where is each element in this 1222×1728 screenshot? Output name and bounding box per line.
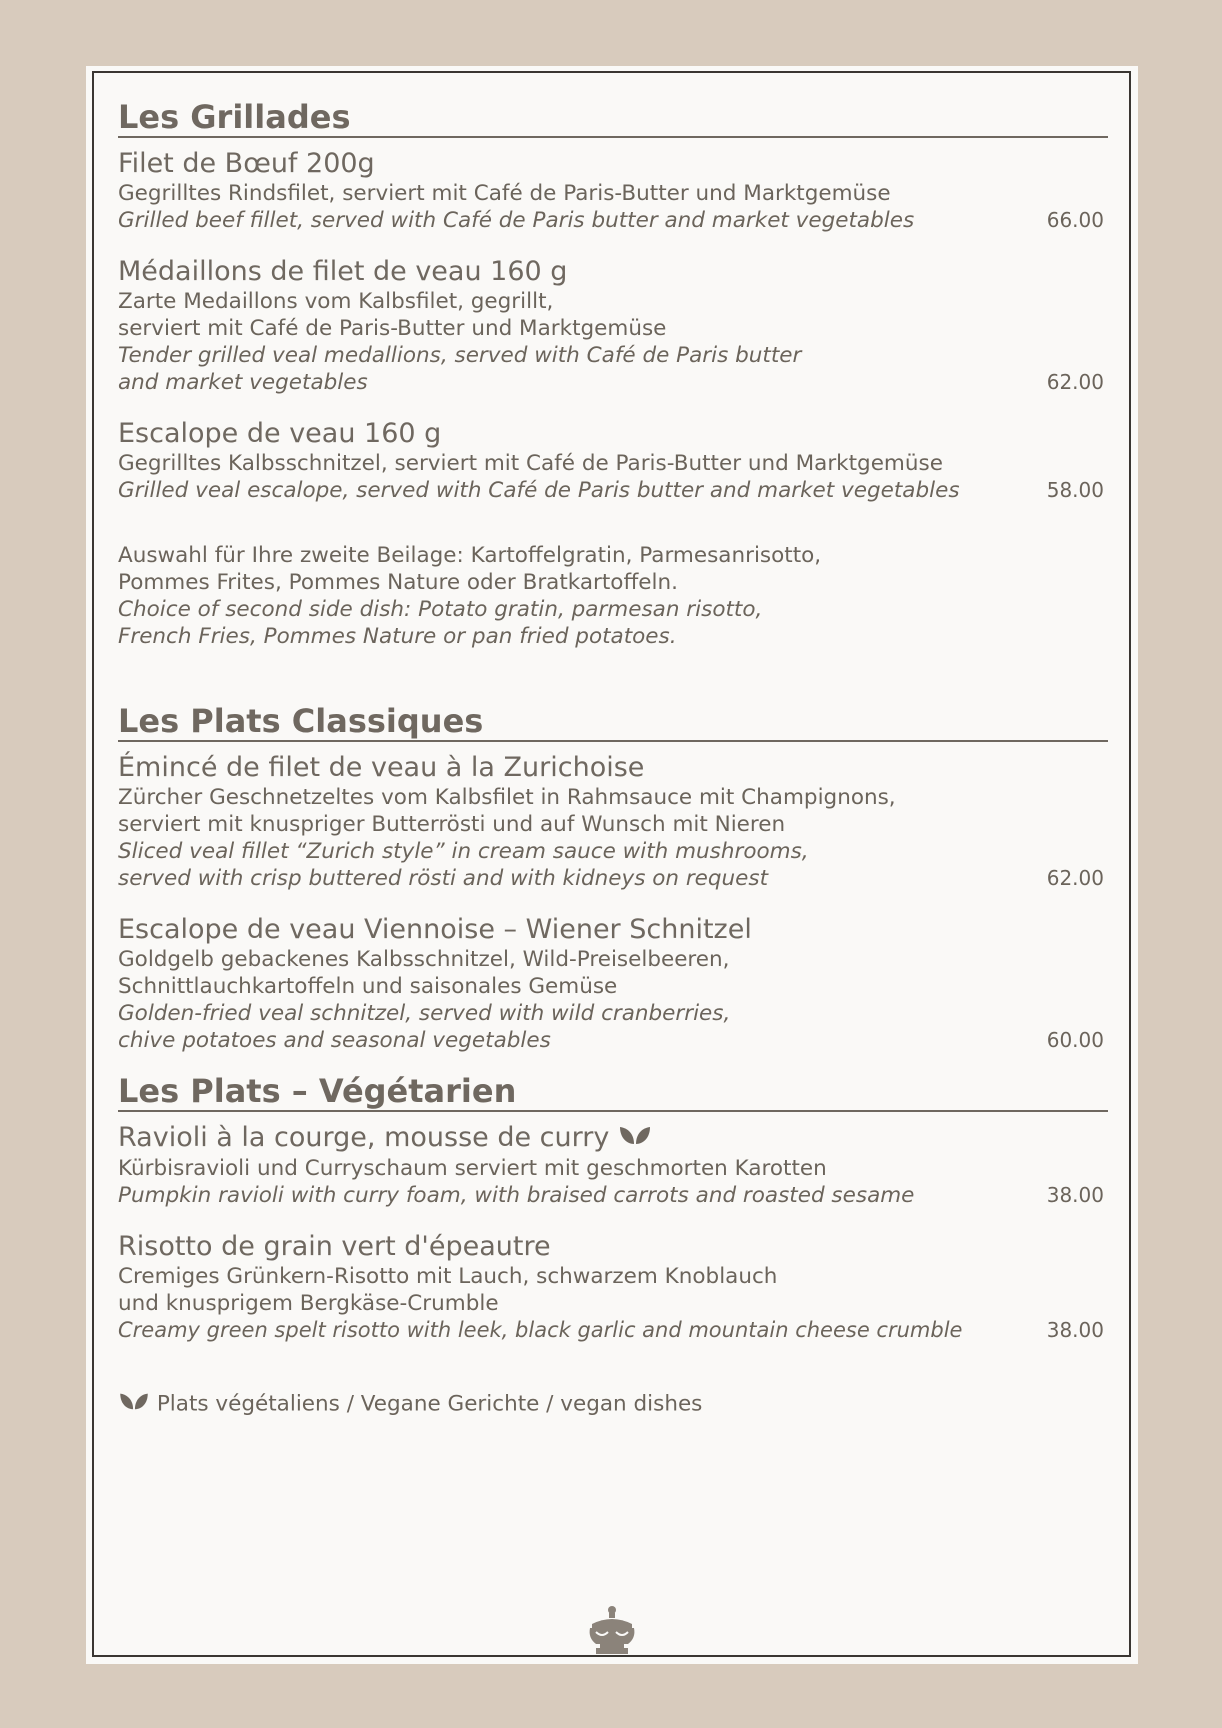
dish-name-row bbox=[118, 1122, 1108, 1155]
vegan-legend bbox=[118, 1390, 1108, 1419]
dish-description-en: Pumpkin ravioli with curry foam, with braised carrots and roasted sesame bbox=[118, 1182, 915, 1208]
leaf-icon bbox=[618, 1123, 652, 1155]
dish-description-de: serviert mit knuspriger Butterrösti und auf Wunsch mit Nieren bbox=[118, 812, 786, 837]
dish-name: Escalope de veau 160 g bbox=[118, 418, 442, 449]
dish-description-en: Grilled veal escalope, served with Café de Paris butter and market vegetables bbox=[118, 478, 960, 503]
dish-name: Filet de Bœuf 200g bbox=[118, 148, 375, 179]
dish-description-en: Creamy green spelt risotto with leek, black garlic and mountain cheese crumble bbox=[118, 1317, 963, 1342]
dish-description-en: Sliced veal fillet “Zurich style” in cream sauce with mushrooms, bbox=[118, 839, 809, 864]
dish-description-en: and market vegetables bbox=[118, 370, 368, 395]
menu-item bbox=[118, 1122, 1108, 1209]
dish-name: Émincé de filet de veau à la Zurichoise bbox=[118, 752, 645, 783]
dish-description-de: Kürbisravioli und Curryschaum serviert mit geschmorten Karotten bbox=[118, 1155, 827, 1181]
dish-description-de: Gegrilltes Rindsfilet, serviert mit Café de Paris-Butter und Marktgemüse bbox=[118, 181, 891, 206]
side-note-en: Choice of second side dish: Potato gratin, parmesan risotto, bbox=[118, 597, 763, 622]
dish-price: 58.00 bbox=[1046, 478, 1104, 502]
dish-price: 38.00 bbox=[1046, 1182, 1104, 1207]
menu-item bbox=[118, 148, 1108, 234]
dish-price: 62.00 bbox=[1046, 370, 1104, 394]
side-dish-note bbox=[118, 542, 1108, 650]
dish-description-de: Zürcher Geschnetzeltes vom Kalbsfilet in Rahmsauce mit Champignons, bbox=[118, 785, 896, 810]
dish-name: Médaillons de filet de veau 160 g bbox=[118, 256, 568, 287]
section-title-plats-vegetarien: Les Plats – Végétarien bbox=[118, 1072, 1108, 1112]
dish-description-en: Tender grilled veal medallions, served with Café de Paris butter bbox=[118, 343, 802, 368]
section-title-plats-classiques: Les Plats Classiques bbox=[118, 702, 1108, 742]
dish-name: Risotto de grain vert d'épeautre bbox=[118, 1230, 551, 1262]
dish-price: 60.00 bbox=[1046, 1028, 1104, 1052]
crest-logo-icon bbox=[582, 1604, 642, 1656]
dish-description-en: served with crisp buttered rösti and with kidneys on request bbox=[118, 866, 769, 891]
dish-description-de: Goldgelb gebackenes Kalbsschnitzel, Wild-Preiselbeeren, bbox=[118, 947, 730, 972]
dish-description-de: Zarte Medaillons vom Kalbsfilet, gegrillt, bbox=[118, 289, 554, 314]
menu-item bbox=[118, 1231, 1108, 1344]
dish-description-en: chive potatoes and seasonal vegetables bbox=[118, 1028, 551, 1053]
dish-name: Escalope de veau Viennoise – Wiener Schnitzel bbox=[118, 914, 752, 945]
dish-description-de: serviert mit Café de Paris-Butter und Marktgemüse bbox=[118, 316, 667, 341]
menu-item bbox=[118, 418, 1108, 504]
dish-description-de: Schnittlauchkartoffeln und saisonales Gemüse bbox=[118, 974, 618, 999]
menu-item bbox=[118, 256, 1108, 396]
menu-item bbox=[118, 914, 1108, 1054]
vegan-legend-text: Plats végétaliens / Vegane Gerichte / vegan dishes bbox=[156, 1391, 703, 1416]
menu-content bbox=[118, 98, 1108, 1419]
side-note-en: French Fries, Pommes Nature or pan fried potatoes. bbox=[118, 624, 677, 649]
dish-price: 62.00 bbox=[1046, 866, 1104, 890]
dish-description-de: Gegrilltes Kalbsschnitzel, serviert mit Café de Paris-Butter und Marktgemüse bbox=[118, 451, 943, 476]
dish-name: Ravioli à la courge, mousse de curry bbox=[118, 1122, 610, 1153]
dish-price: 38.00 bbox=[1046, 1317, 1104, 1342]
section-title-grillades: Les Grillades bbox=[118, 98, 1108, 138]
dish-description-en: Golden-fried veal schnitzel, served with wild cranberries, bbox=[118, 1001, 731, 1026]
dish-description-de: Cremiges Grünkern-Risotto mit Lauch, schwarzem Knoblauch bbox=[118, 1263, 778, 1289]
dish-description-de: und knusprigem Bergkäse-Crumble bbox=[118, 1290, 499, 1316]
leaf-icon bbox=[118, 1390, 150, 1419]
side-note-de: Auswahl für Ihre zweite Beilage: Kartoffelgratin, Parmesanrisotto, bbox=[118, 543, 822, 568]
dish-description-en: Grilled beef fillet, served with Café de Paris butter and market vegetables bbox=[118, 208, 915, 233]
dish-price: 66.00 bbox=[1046, 208, 1104, 232]
menu-item bbox=[118, 752, 1108, 892]
side-note-de: Pommes Frites, Pommes Nature oder Bratkartoffeln. bbox=[118, 570, 678, 595]
